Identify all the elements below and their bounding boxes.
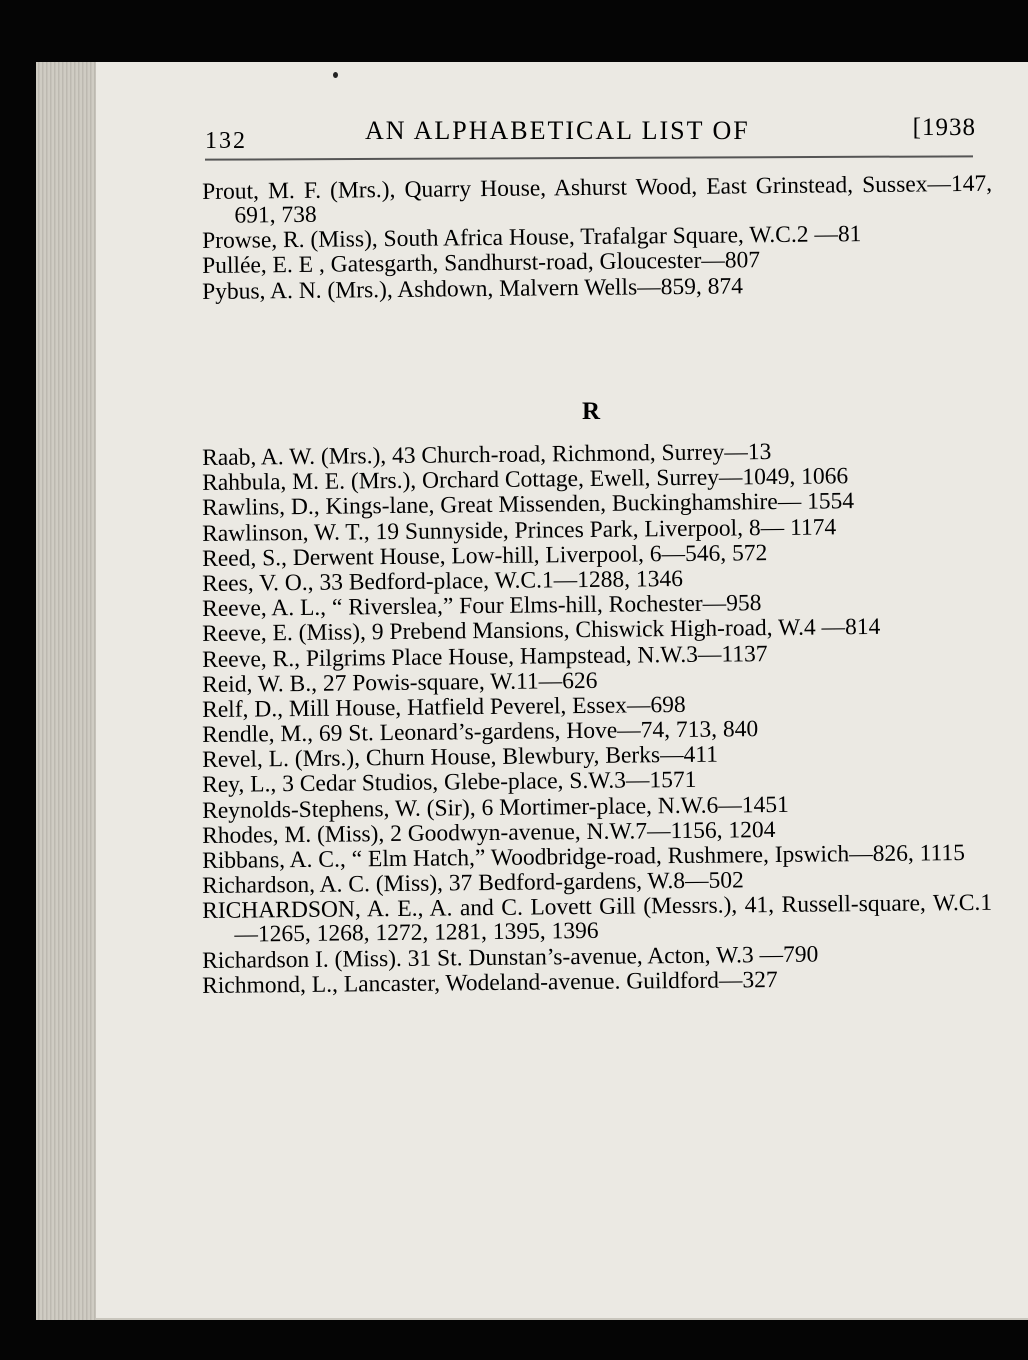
list-entry: Reeve, E. (Miss), 9 Prebend Mansions, Chiswick High-road, W.4 —814 (201, 614, 881, 648)
page-edges (36, 62, 96, 1322)
list-entry: Pybus, A. N. (Mrs.), Ashdown, Malvern Wells—859, 874 (201, 272, 744, 305)
list-entry: Revel, L. (Mrs.), Churn House, Blewbury, Berks—411 (201, 741, 719, 774)
list-entry: Reynolds-Stephens, W. (Sir), 6 Mortimer-place, N.W.6—1451 (201, 791, 789, 824)
list-entry: Rawlinson, W. T., 19 Sunnyside, Princes Park, Liverpool, 8— 1174 (201, 513, 837, 547)
ink-dot (333, 72, 338, 78)
list-entry: Richardson, A. C. (Miss), 37 Bedford-gardens, W.8—502 (201, 867, 744, 900)
list-entry: Reid, W. B., 27 Powis-square, W.11—626 (201, 667, 598, 698)
section-letter: R (582, 398, 601, 425)
list-entry: Raab, A. W. (Mrs.), 43 Church-road, Richmond, Surrey—13 (201, 439, 772, 471)
list-entry: Rees, V. O., 33 Bedford-place, W.C.1—1288, 1346 (201, 565, 684, 597)
list-entry: Rey, L., 3 Cedar Studios, Glebe-place, S.W.3—1571 (201, 767, 697, 799)
list-entry: RICHARDSON, A. E., A. and C. Lovett Gill (Messrs.), 41, Russell-square, W.C.1—1265, 1268, 1272, 1281, 1395, 1396 (201, 890, 993, 949)
header-year: [1938 (912, 114, 976, 141)
page-number: 132 (205, 128, 247, 154)
list-entry: Reeve, A. L., “ Riverslea,” Four Elms-hill, Rochester—958 (201, 590, 762, 623)
list-entry: Rahbula, M. E. (Mrs.), Orchard Cottage, Ewell, Surrey—1049, 1066 (201, 463, 849, 497)
page-title: AN ALPHABETICAL LIST OF (365, 116, 750, 145)
list-entry: Reed, S., Derwent House, Low-hill, Liverpool, 6—546, 572 (201, 539, 768, 572)
bottom-border (36, 1320, 1028, 1360)
list-entry: Prowse, R. (Miss), South Africa House, Trafalgar Square, W.C.2 —81 (201, 221, 862, 255)
entries-p-section (201, 170, 993, 305)
list-entry: Ribbans, A. C., “ Elm Hatch,” Woodbridge-road, Rushmere, Ipswich—826, 1115 (201, 840, 966, 874)
list-entry: Rendle, M., 69 St. Leonard’s-gardens, Hove—74, 713, 840 (201, 716, 759, 749)
running-header (205, 116, 980, 152)
list-entry: Relf, D., Mill House, Hatfield Peverel, Essex—698 (201, 691, 686, 723)
entries-r-section (201, 439, 993, 999)
list-entry: Rawlins, D., Kings-lane, Great Missenden, Buckinghamshire— 1554 (201, 488, 855, 522)
list-entry: Pullée, E. E , Gatesgarth, Sandhurst-road, Gloucester—807 (201, 247, 761, 280)
list-entry: Rhodes, M. (Miss), 2 Goodwyn-avenue, N.W.7—1156, 1204 (201, 816, 776, 849)
list-entry: Prout, M. F. (Mrs.), Quarry House, Ashurst Wood, East Grinstead, Sussex—147, 691, 738 (201, 170, 993, 229)
list-entry: Reeve, R., Pilgrims Place House, Hampstead, N.W.3—1137 (201, 640, 768, 673)
list-entry: Richmond, L., Lancaster, Wodeland-avenue. Guildford—327 (201, 966, 778, 999)
list-entry: Richardson I. (Miss). 31 St. Dunstan’s-avenue, Acton, W.3 —790 (201, 941, 819, 974)
